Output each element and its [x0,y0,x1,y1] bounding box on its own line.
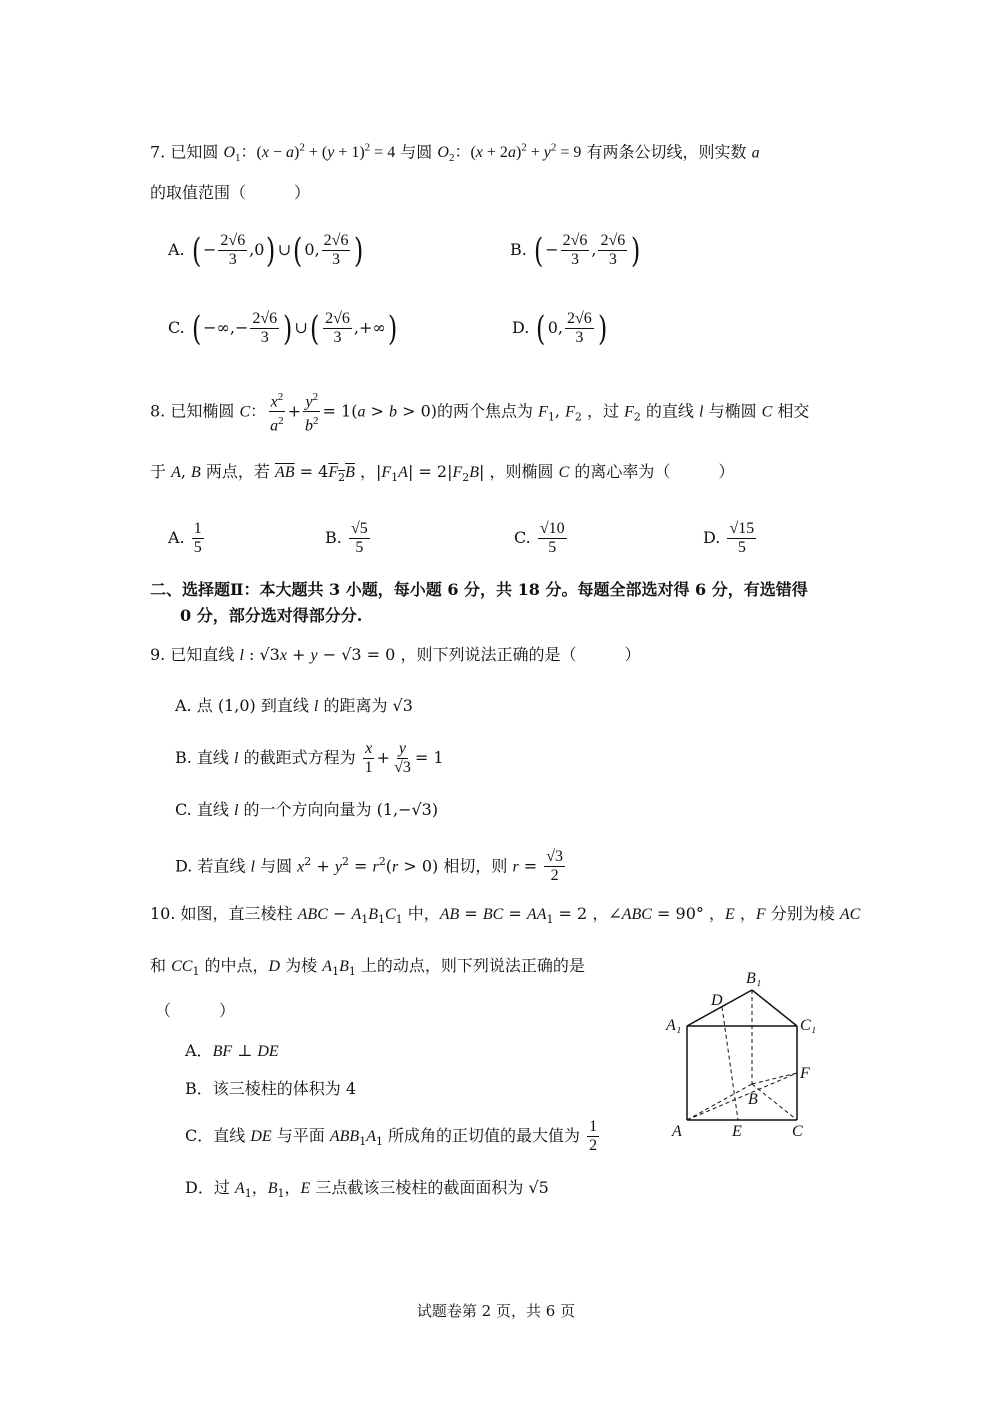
q8-stem-line1: 8. 已知椭圆 C： $\frac{x^2}{a^2}$ + $\frac{y^2}{b^2}$ = 1(a > b > 0)的两个焦点为 $F_1$, $F_2$ ，过 $F_2$ 的直线 l 与椭圆 C 相交 [150,388,809,438]
label-c1: C₁ [800,1017,817,1034]
q8-option-d[interactable]: D. $\frac{√15}{5}$ [703,520,755,556]
q7-stem-text: 已知圆 [170,142,219,162]
q9-option-b[interactable]: B. 直线 l 的截距式方程为 $\frac{x}{1}$ + $\frac{y}{√3}$ = 1 [175,740,444,776]
q7-option-b[interactable]: B. ( − $\frac{2√6}{3}$ , $\frac{2√6}{3}$ ) [510,230,641,271]
q10-option-a[interactable]: A．BF ⊥ DE [185,1041,279,1060]
label-e: E [732,1123,742,1140]
q7-circle1: $O_1$：$(x - a)^2 + (y + 1)^2 = 4$ [223,142,396,165]
q10-option-d[interactable]: D．过 $A_1$，$B_1$，E 三点截该三棱柱的截面面积为 √5 [185,1178,549,1201]
q9-option-a[interactable]: A. 点 (1,0) 到直线 l 的距离为 √3 [175,696,413,715]
q7-stem-line2: 的取值范围（ ） [150,183,311,202]
q7-number: 7. [150,142,166,162]
q7-option-c[interactable]: C. ( −∞,− $\frac{2√6}{3}$ ) ∪( $\frac{2√6}{3}$ ,+∞) [168,308,397,349]
q8-stem-line2: 于 A, B 两点，若 $\overline{AB} = 4F_2B$ ，$|F_1A| = 2|F_2B|$ ，则椭圆 C 的离心率为（ ） [150,462,735,485]
segment-af [687,1073,797,1120]
q7-option-a[interactable]: A. ( − $\frac{2√6}{3}$ ,0) ∪( 0, $\frac{2√6}{3}$ ) [168,230,364,271]
q7-circle2: $O_2$：$(x + 2a)^2 + y^2 = 9$ [437,142,582,165]
edge-b1c1 [752,990,797,1026]
label-a1: A₁ [666,1017,682,1034]
segment-bf [752,1073,797,1084]
q7-stem-line1: 7. 已知圆 $O_1$：$(x - a)^2 + (y + 1)^2 = 4$ 与圆 $O_2$：$(x + 2a)^2 + y^2 = 9$ 有两条公切线，则实数 a [150,142,760,165]
q7-option-d[interactable]: D. ( 0, $\frac{2√6}{3}$ ) [512,308,608,349]
prism-figure [662,966,842,1146]
q10-option-b[interactable]: B．该三棱柱的体积为 4 [185,1079,357,1098]
q9-option-c[interactable]: C. 直线 l 的一个方向向量为 (1,−√3) [175,800,439,819]
q10-stem-line1: 10. 如图，直三棱柱 ABC − $A_1B_1C_1$ 中，AB = BC = $AA_1 = 2$ ，∠ABC = 90° ，E ，F 分别为棱 AC [150,904,861,927]
q9-stem: 9. 已知直线 l : √3x + y − √3 = 0 ，则下列说法正确的是（ ） [150,645,641,664]
label-d: D [711,992,723,1009]
label-b1: B₁ [746,970,762,987]
q10-option-c[interactable]: C．直线 DE 与平面 $ABB_1A_1$ 所成角的正切值的最大值为 $\frac{1}{2}$ [185,1118,598,1154]
segment-de [722,1007,738,1120]
q8-number: 8. [150,401,166,421]
q8-option-b[interactable]: B. $\frac{√5}{5}$ [325,520,368,556]
q8-option-c[interactable]: C. $\frac{√10}{5}$ [514,520,565,556]
label-a: A [672,1123,682,1140]
section2-line2: 0 分，部分选对得部分分. [180,606,363,625]
q10-stem-line3: （ ） [155,1001,236,1020]
label-b: B [748,1091,758,1108]
q9-option-d[interactable]: D. 若直线 l 与圆 $x^2 + y^2 = r^2(r > 0)$ 相切，则 r = $\frac{√3}{2}$ [175,848,564,885]
section2-line1: 二、选择题Ⅱ：本大题共 3 小题，每小题 6 分，共 18 分。每题全部选对得 6 分，有选错得 [150,580,808,599]
q8-option-a[interactable]: A. $\frac{1}{5}$ [168,520,202,556]
label-c: C [792,1123,803,1140]
q10-stem-line2: 和 $CC_1$ 的中点，D 为棱 $A_1B_1$ 上的动点，则下列说法正确的是 [150,956,585,979]
label-f: F [800,1065,810,1082]
page-footer: 试题卷第 2 页，共 6 页 [416,1302,576,1320]
edge-ab [687,1084,752,1120]
